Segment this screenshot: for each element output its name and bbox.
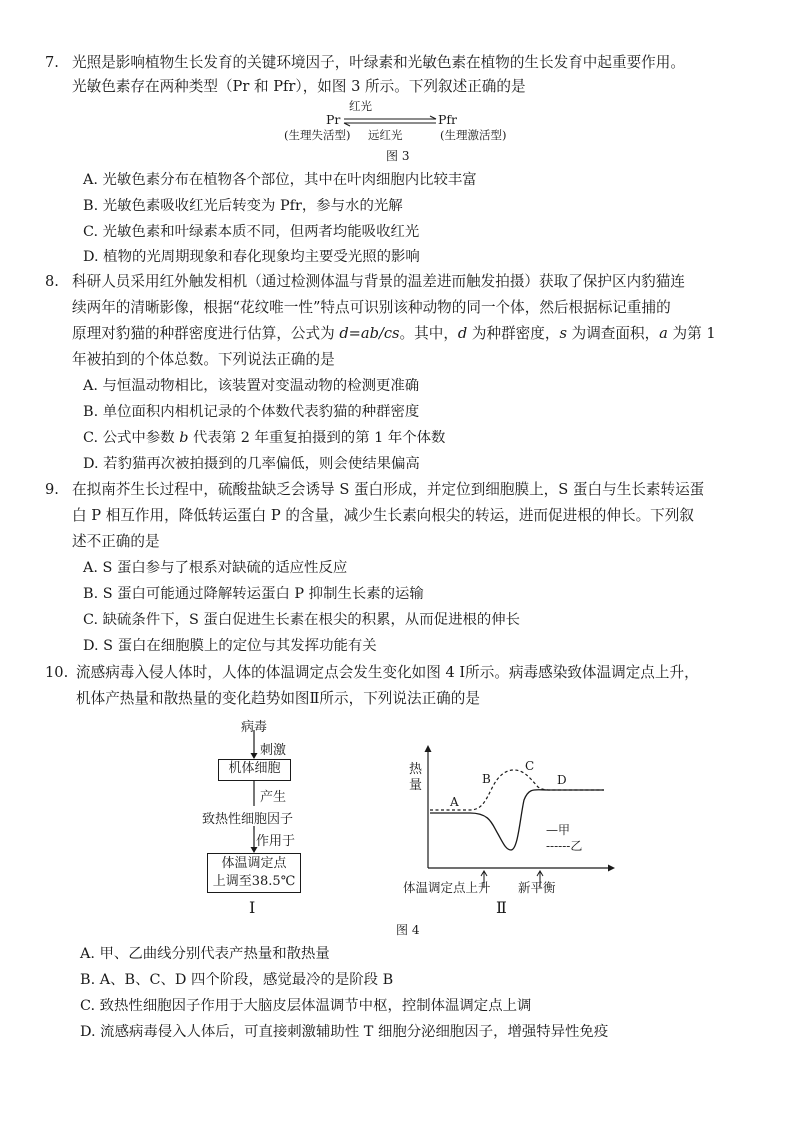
legend-jia: —甲: [546, 823, 571, 837]
x-event-setpoint-rise: 体温调定点上升: [403, 880, 491, 895]
question-10-option-d: D. 流感病毒侵入人体后，可直接刺激辅助性 T 细胞分泌细胞因子，增强特异性免疫: [80, 1024, 609, 1040]
pfr-active-note: (生理激活型): [440, 128, 507, 142]
stage-d-label: D: [557, 773, 567, 787]
figure-3-caption: 图 3: [386, 149, 410, 163]
question-9-option-d: D. S 蛋白在细胞膜上的定位与其发挥功能有关: [83, 638, 377, 654]
pr-inactive-note: (生理失活型): [284, 128, 351, 142]
stimulate-label: 刺激: [260, 743, 287, 758]
question-9-option-c: C. 缺硫条件下，S 蛋白促进生长素在根尖的积累，从而促进根的伸长: [83, 612, 521, 628]
question-9-number: 9.: [45, 481, 59, 498]
question-7-number: 7.: [45, 54, 59, 71]
question-10-option-c: C. 致热性细胞因子作用于大脑皮层体温调节中枢，控制体温调定点上调: [80, 998, 532, 1014]
question-10-number: 10.: [45, 664, 69, 681]
question-8-option-b: B. 单位面积内相机记录的个体数代表豹猫的种群密度: [83, 404, 420, 420]
question-7-option-d: D. 植物的光周期现象和春化现象均主要受光照的影响: [83, 249, 420, 265]
question-8-stem-line-1: 科研人员采用红外触发相机（通过检测体温与背景的温差进而触发拍摄）获取了保护区内豹猫连: [72, 273, 685, 290]
question-8-option-d: D. 若豹猫再次被拍摄到的几率偏低，则会使结果偏高: [83, 456, 420, 472]
y-axis-label-2: 量: [409, 778, 423, 793]
pr-label: Pr: [326, 112, 341, 127]
body-cell-box: 机体细胞: [218, 759, 291, 781]
stage-c-label: C: [525, 759, 535, 773]
density-formula: d=ab/cs: [339, 325, 400, 342]
question-8-option-a: A. 与恒温动物相比，该装置对变温动物的检测更准确: [83, 378, 420, 394]
virus-label: 病毒: [241, 720, 268, 735]
question-7-option-b: B. 光敏色素吸收红光后转变为 Pfr，参与水的光解: [83, 198, 403, 214]
question-8-stem-line-4: 年被拍到的个体总数。下列说法正确的是: [72, 351, 335, 368]
pyrogenic-factor-label: 致热性细胞因子: [202, 812, 294, 827]
question-9-option-b: B. S 蛋白可能通过降解转运蛋白 P 抑制生长素的运输: [83, 586, 424, 602]
far-red-light-label: 远红光: [368, 128, 403, 142]
pfr-label: Pfr: [438, 112, 458, 127]
figure-4-caption: 图 4: [396, 923, 420, 937]
question-7-option-a: A. 光敏色素分布在植物各个部位，其中在叶肉细胞内比较丰富: [83, 172, 477, 188]
x-event-new-balance: 新平衡: [518, 880, 556, 895]
question-10-stem-line-1: 流感病毒入侵人体时，人体的体温调定点会发生变化如图 4 Ⅰ所示。病毒感染致体温调定点上升，: [76, 664, 699, 681]
question-7-option-c: C. 光敏色素和叶绿素本质不同，但两者均能吸收红光: [83, 224, 420, 240]
question-8-option-c: C. 公式中参数 b 代表第 2 年重复拍摄到的第 1 年个体数: [83, 430, 446, 446]
y-axis-label-1: 热: [409, 762, 423, 777]
question-7-stem-line-1: 光照是影响植物生长发育的关键环境因子，叶绿素和光敏色素在植物的生长发育中起重要作用。: [72, 54, 685, 71]
question-9-option-a: A. S 蛋白参与了根系对缺硫的适应性反应: [83, 560, 348, 576]
question-10-option-a: A. 甲、乙曲线分别代表产热量和散热量: [80, 946, 330, 962]
stage-b-label: B: [482, 772, 491, 786]
question-9-stem-line-3: 述不正确的是: [72, 533, 160, 550]
question-7-stem-line-2: 光敏色素存在两种类型（Pr 和 Pfr），如图 3 所示。下列叙述正确的是: [72, 78, 526, 95]
question-9-stem-line-1: 在拟南芥生长过程中，硫酸盐缺乏会诱导 S 蛋白形成，并定位到细胞膜上，S 蛋白与生长素转运蛋: [72, 481, 705, 498]
legend-yi: ------乙: [546, 839, 583, 853]
setpoint-line-1: 体温调定点: [221, 856, 287, 871]
x-axis-arrowhead: [608, 865, 615, 872]
y-axis-arrowhead: [425, 745, 432, 752]
setpoint-line-2: 上调至38.5℃: [212, 874, 296, 889]
panel-1-label: Ⅰ: [249, 898, 256, 917]
produce-label: 产生: [260, 790, 287, 805]
question-10-stem-line-2: 机体产热量和散热量的变化趋势如图Ⅱ所示，下列说法正确的是: [76, 690, 480, 707]
question-8-stem-line-3: 原理对豹猫的种群密度进行估算，公式为 d=ab/cs。其中，d 为种群密度，s 为调查面积，a 为第 1: [72, 325, 716, 342]
question-9-stem-line-2: 白 P 相互作用，降低转运蛋白 P 的含量，减少生长素向根尖的转运，进而促进根的伸长。下列叙: [72, 507, 694, 524]
question-8-number: 8.: [45, 273, 59, 290]
red-light-label: 红光: [349, 99, 372, 113]
stage-a-label: A: [450, 795, 459, 809]
question-10-option-b: B. A、B、C、D 四个阶段，感觉最冷的是阶段 B: [80, 972, 394, 988]
panel-2-label: Ⅱ: [496, 898, 507, 917]
question-8-stem-line-2: 续两年的清晰影像，根据“花纹唯一性”特点可识别该种动物的同一个体，然后根据标记重捕的: [72, 299, 671, 316]
act-on-label: 作用于: [256, 834, 296, 849]
